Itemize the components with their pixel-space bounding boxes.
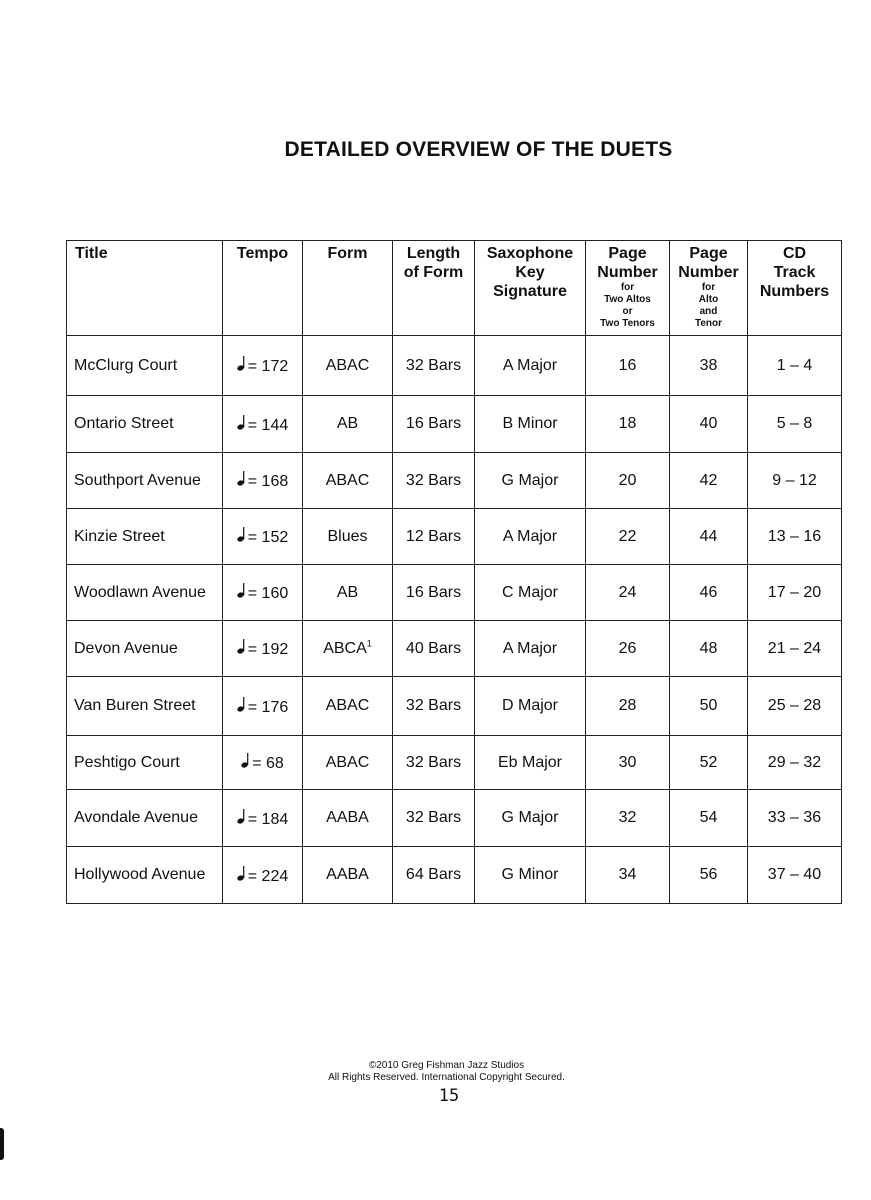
header-page-b-sub-4: Tenor: [694, 318, 723, 329]
cell-length: 32 Bars: [393, 736, 475, 790]
form-value: ABCA: [323, 639, 367, 657]
form-value: AB: [336, 415, 359, 432]
cell-length: 16 Bars: [393, 565, 475, 621]
tempo-value: = 152: [247, 529, 289, 546]
tempo-value: = 172: [247, 358, 289, 375]
header-cd-line-1: CD: [782, 245, 807, 262]
form-footnote: 1: [366, 638, 372, 649]
header-form: [303, 241, 393, 336]
cell-key: A Major: [475, 336, 586, 396]
cell-tempo: [223, 736, 303, 790]
header-form-label: Form: [327, 245, 368, 262]
binding-hole-mark: [0, 1128, 4, 1160]
quarter-note-icon: [241, 752, 250, 768]
cell-length: 64 Bars: [393, 847, 475, 904]
cell-title: Avondale Avenue: [67, 790, 223, 847]
cell-page-alto-tenor: 40: [670, 396, 748, 453]
header-page-b-sub-3: and: [699, 306, 718, 317]
cell-form: [303, 453, 393, 509]
cell-tempo: [223, 336, 303, 396]
cell-tempo: [223, 396, 303, 453]
header-tempo-label: Tempo: [236, 245, 289, 262]
cell-title: Southport Avenue: [67, 453, 223, 509]
cell-cd-tracks: 9 – 12: [748, 453, 842, 509]
cell-title: Van Buren Street: [67, 677, 223, 736]
cell-title: Kinzie Street: [67, 509, 223, 565]
cell-form: [303, 565, 393, 621]
quarter-note-icon: [237, 865, 246, 881]
cell-page-alto-tenor: 56: [670, 847, 748, 904]
tempo-value: = 160: [247, 585, 289, 602]
cell-key: G Major: [475, 790, 586, 847]
cell-form: [303, 847, 393, 904]
cell-cd-tracks: 25 – 28: [748, 677, 842, 736]
cell-cd-tracks: 21 – 24: [748, 621, 842, 677]
tempo-value: = 68: [252, 755, 284, 772]
cell-page-two-altos: 28: [586, 677, 670, 736]
cell-title: Hollywood Avenue: [67, 847, 223, 904]
cell-page-alto-tenor: 50: [670, 677, 748, 736]
table-row: [67, 336, 842, 396]
header-key-line-1: Saxophone: [486, 245, 574, 262]
tempo-value: = 176: [247, 698, 289, 716]
cell-title: McClurg Court: [67, 336, 223, 396]
cell-page-alto-tenor: 46: [670, 565, 748, 621]
cell-form: [303, 509, 393, 565]
header-key-line-2: Key: [515, 264, 545, 281]
copyright-line: ©2010 Greg Fishman Jazz Studios: [368, 1060, 525, 1071]
cell-title: Devon Avenue: [67, 621, 223, 677]
table-body: [67, 336, 842, 904]
cell-tempo: [223, 621, 303, 677]
cell-page-two-altos: 32: [586, 790, 670, 847]
cell-length: 32 Bars: [393, 336, 475, 396]
cell-cd-tracks: 17 – 20: [748, 565, 842, 621]
cell-page-two-altos: 18: [586, 396, 670, 453]
header-tempo: [223, 241, 303, 336]
header-cd-line-3: Numbers: [759, 283, 830, 300]
header-length-line-1: Length: [406, 245, 461, 262]
cell-tempo: [223, 565, 303, 621]
header-length-of-form: [393, 241, 475, 336]
cell-key: A Major: [475, 509, 586, 565]
tempo-value: = 144: [247, 416, 289, 434]
cell-tempo: [223, 677, 303, 736]
header-cd-line-2: Track: [773, 264, 816, 281]
cell-key: A Major: [475, 621, 586, 677]
cell-page-alto-tenor: 52: [670, 736, 748, 790]
cell-page-alto-tenor: 42: [670, 453, 748, 509]
header-page-a-line-1: Page: [608, 245, 647, 262]
cell-form: [303, 396, 393, 453]
table-row: [67, 847, 842, 904]
header-page-b-sub-2: Alto: [698, 294, 719, 305]
table-row: [67, 453, 842, 509]
header-page-b-sub-1: for: [701, 282, 716, 293]
tempo-value: = 192: [247, 641, 289, 658]
form-value: AB: [336, 583, 359, 601]
cell-page-two-altos: 34: [586, 847, 670, 904]
page-title: DETAILED OVERVIEW OF THE DUETS: [284, 138, 673, 161]
table-row: [67, 509, 842, 565]
quarter-note-icon: [237, 414, 246, 430]
cell-key: C Major: [475, 565, 586, 621]
cell-tempo: [223, 790, 303, 847]
quarter-note-icon: [237, 470, 246, 486]
header-length-line-2: of Form: [403, 264, 464, 281]
cell-form: [303, 621, 393, 677]
footer-copyright: [0, 1060, 871, 1084]
header-page-a-sub-4: Two Tenors: [600, 318, 655, 329]
cell-key: Eb Major: [475, 736, 586, 790]
table-row: [67, 677, 842, 736]
duets-overview-table: [66, 240, 842, 904]
header-page-a-sub-2: Two Altos: [604, 294, 651, 305]
tempo-value: = 224: [247, 867, 289, 885]
tempo-value: = 168: [247, 473, 289, 490]
header-cd-tracks: [748, 241, 842, 336]
table-row: [67, 736, 842, 790]
quarter-note-icon: [237, 696, 246, 712]
header-page-b-line-2: Number: [678, 264, 739, 281]
header-key-line-3: Signature: [493, 283, 567, 300]
cell-length: 40 Bars: [393, 621, 475, 677]
table-row: [67, 621, 842, 677]
cell-page-two-altos: 26: [586, 621, 670, 677]
cell-form: [303, 677, 393, 736]
cell-cd-tracks: 29 – 32: [748, 736, 842, 790]
quarter-note-icon: [237, 808, 246, 824]
cell-cd-tracks: 13 – 16: [748, 509, 842, 565]
table-row: [67, 565, 842, 621]
cell-tempo: [223, 509, 303, 565]
cell-cd-tracks: 1 – 4: [748, 336, 842, 396]
cell-page-alto-tenor: 38: [670, 336, 748, 396]
header-page-alto-tenor: [670, 241, 748, 336]
header-page-a-sub-3: or: [622, 306, 633, 317]
header-title: [67, 241, 223, 336]
cell-length: 16 Bars: [393, 396, 475, 453]
page-number: 15: [438, 1086, 460, 1106]
quarter-note-icon: [237, 582, 246, 598]
cell-page-alto-tenor: 54: [670, 790, 748, 847]
cell-key: B Minor: [475, 396, 586, 453]
cell-form: [303, 336, 393, 396]
cell-key: G Major: [475, 453, 586, 509]
cell-key: D Major: [475, 677, 586, 736]
cell-length: 32 Bars: [393, 453, 475, 509]
cell-page-two-altos: 24: [586, 565, 670, 621]
cell-length: 32 Bars: [393, 677, 475, 736]
form-value: ABAC: [325, 753, 370, 771]
cell-length: 32 Bars: [393, 790, 475, 847]
quarter-note-icon: [237, 638, 246, 654]
header-key-signature: [475, 241, 586, 336]
header-page-a-sub-1: for: [620, 282, 635, 293]
cell-key: G Minor: [475, 847, 586, 904]
form-value: AABA: [326, 866, 369, 883]
cell-page-alto-tenor: 48: [670, 621, 748, 677]
cell-cd-tracks: 37 – 40: [748, 847, 842, 904]
cell-tempo: [223, 453, 303, 509]
form-value: ABAC: [325, 697, 370, 714]
header-title-label: Title: [75, 245, 108, 262]
header-page-b-line-1: Page: [689, 245, 728, 262]
form-value: ABAC: [325, 471, 370, 489]
quarter-note-icon: [237, 355, 246, 371]
cell-form: [303, 736, 393, 790]
cell-form: [303, 790, 393, 847]
table-header-row: [67, 241, 842, 336]
cell-tempo: [223, 847, 303, 904]
header-page-two-altos: [586, 241, 670, 336]
cell-title: Peshtigo Court: [67, 736, 223, 790]
cell-page-two-altos: 22: [586, 509, 670, 565]
cell-page-two-altos: 20: [586, 453, 670, 509]
table-row: [67, 396, 842, 453]
cell-cd-tracks: 5 – 8: [748, 396, 842, 453]
cell-cd-tracks: 33 – 36: [748, 790, 842, 847]
rights-line: All Rights Reserved. International Copyright Secured.: [328, 1072, 565, 1083]
cell-title: Ontario Street: [67, 396, 223, 453]
cell-page-two-altos: 16: [586, 336, 670, 396]
header-page-a-line-2: Number: [597, 264, 658, 281]
cell-page-alto-tenor: 44: [670, 509, 748, 565]
cell-length: 12 Bars: [393, 509, 475, 565]
form-value: AABA: [326, 809, 369, 826]
quarter-note-icon: [237, 526, 246, 542]
table-row: [67, 790, 842, 847]
form-value: ABAC: [325, 356, 370, 374]
cell-title: Woodlawn Avenue: [67, 565, 223, 621]
form-value: Blues: [327, 527, 368, 545]
tempo-value: = 184: [247, 810, 289, 828]
cell-page-two-altos: 30: [586, 736, 670, 790]
